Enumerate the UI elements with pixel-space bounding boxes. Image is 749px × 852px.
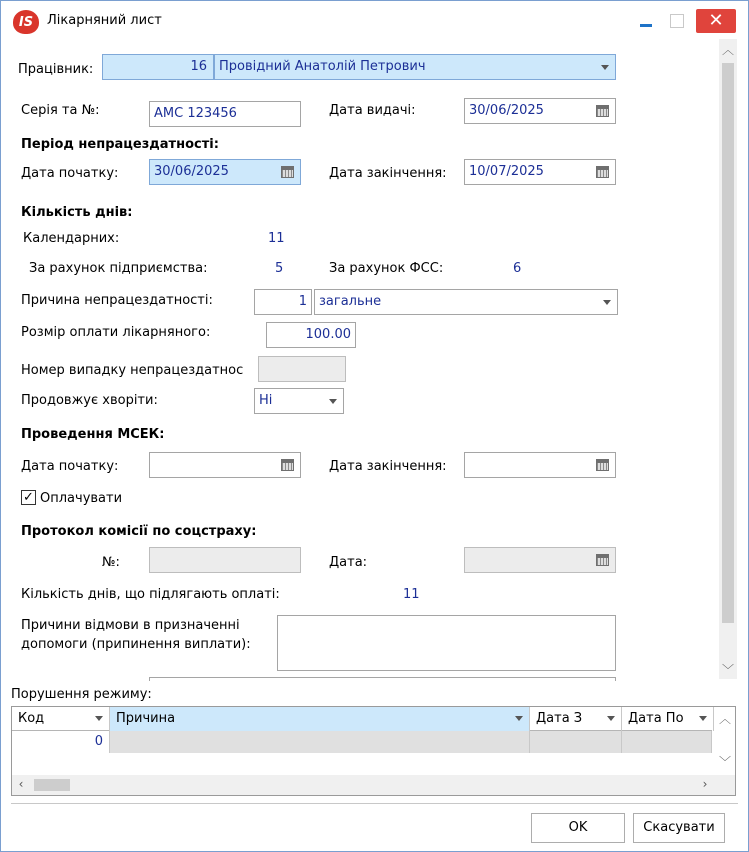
protocol-date-label: Дата: — [329, 555, 368, 570]
protocol-number-input[interactable] — [149, 547, 301, 573]
msek-end-label: Дата закінчення: — [329, 459, 447, 474]
clipped-field — [149, 677, 616, 681]
protocol-number-label: №: — [102, 555, 120, 570]
reason-select[interactable] — [314, 289, 618, 315]
series-input[interactable]: АМС 123456 — [149, 101, 301, 127]
continues-select[interactable] — [254, 388, 344, 414]
calendar-icon[interactable] — [281, 459, 294, 471]
fss-days-value: 6 — [513, 261, 522, 276]
table-horizontal-scrollbar[interactable] — [12, 775, 735, 795]
window-title: Лікарняний лист — [47, 13, 162, 28]
fss-days-label: За рахунок ФСС: — [329, 261, 444, 276]
chevron-down-icon[interactable] — [329, 399, 337, 404]
period-start-field[interactable] — [149, 159, 301, 185]
msek-start-field[interactable] — [149, 452, 301, 478]
period-heading: Період непрацездатності: — [21, 137, 219, 152]
cell-code[interactable]: 0 — [12, 731, 110, 753]
violations-label: Порушення режиму: — [11, 687, 152, 702]
table-header — [12, 707, 712, 731]
worker-name-select[interactable] — [214, 54, 616, 80]
enterprise-days-value: 5 — [275, 261, 284, 276]
reason-code-field[interactable]: 1 — [254, 289, 312, 315]
column-header-label: Дата По — [628, 711, 684, 726]
issue-date-label: Дата видачі: — [329, 103, 416, 118]
msek-end-field[interactable] — [464, 452, 616, 478]
cell-date-to[interactable] — [622, 731, 712, 753]
period-start-value: 30/06/2025 — [154, 164, 229, 179]
column-header-label: Код — [18, 711, 45, 726]
column-header-date-to[interactable] — [622, 707, 714, 731]
table-scroll-up-icon[interactable]: ︿ — [718, 712, 731, 726]
scrollbar-thumb[interactable] — [722, 63, 734, 623]
issue-date-value: 30/06/2025 — [469, 103, 544, 118]
divider — [11, 803, 738, 804]
column-header-date-from[interactable] — [530, 707, 622, 731]
period-start-label: Дата початку: — [21, 166, 119, 181]
calendar-days-label: Календарних: — [23, 231, 120, 246]
chevron-down-icon[interactable] — [699, 716, 707, 721]
form-vertical-scrollbar[interactable] — [719, 39, 737, 679]
worker-code-field[interactable]: 16 — [102, 54, 214, 80]
reason-label: Причина непрацездатності: — [21, 293, 213, 308]
cancel-button[interactable]: Скасувати — [633, 813, 725, 843]
period-end-field[interactable] — [464, 159, 616, 185]
refusal-label-line2: допомоги (припинення виплати): — [21, 637, 251, 652]
scrollbar-thumb[interactable] — [34, 779, 70, 791]
calendar-icon[interactable] — [596, 105, 609, 117]
column-header-label: Причина — [116, 711, 176, 726]
scroll-right-icon[interactable]: › — [702, 777, 708, 791]
chevron-down-icon[interactable] — [603, 300, 611, 305]
violations-table — [11, 706, 736, 796]
table-scroll-down-icon[interactable]: ﹀ — [718, 755, 731, 769]
issue-date-field[interactable] — [464, 98, 616, 124]
protocol-heading: Протокол комісії по соцстраху: — [21, 524, 257, 539]
case-number-label: Номер випадку непрацездатнос — [21, 363, 244, 378]
calendar-icon[interactable] — [596, 166, 609, 178]
continues-label: Продовжує хворіти: — [21, 393, 158, 408]
days-heading: Кількість днів: — [21, 205, 133, 220]
scroll-down-icon[interactable]: ﹀ — [721, 663, 734, 677]
maximize-button[interactable] — [665, 9, 687, 33]
column-header-label: Дата З — [536, 711, 583, 726]
scroll-left-icon[interactable]: ‹ — [18, 777, 24, 791]
table-row[interactable] — [12, 731, 712, 753]
calendar-icon[interactable] — [596, 554, 609, 566]
series-label: Серія та №: — [21, 103, 100, 118]
paid-days-label: Кількість днів, що підлягають оплаті: — [21, 587, 280, 602]
chevron-down-icon[interactable] — [95, 716, 103, 721]
minimize-button[interactable] — [633, 9, 659, 33]
period-end-label: Дата закінчення: — [329, 166, 447, 181]
scroll-up-icon[interactable]: ︿ — [721, 43, 734, 57]
pay-checkbox[interactable]: ✓ — [21, 490, 36, 505]
msek-start-label: Дата початку: — [21, 459, 119, 474]
app-logo-icon: IS — [13, 10, 39, 34]
cell-date-from[interactable] — [530, 731, 622, 753]
case-number-input[interactable] — [258, 356, 346, 382]
chevron-down-icon[interactable] — [607, 716, 615, 721]
reason-value: загальне — [319, 294, 382, 309]
column-header-code[interactable] — [12, 707, 110, 731]
cell-reason[interactable] — [110, 731, 530, 753]
refusal-label-line1: Причини відмови в призначенні — [21, 618, 240, 633]
close-button[interactable]: ✕ — [696, 9, 736, 33]
worker-name-value: Провідний Анатолій Петрович — [219, 59, 426, 74]
calendar-icon[interactable] — [596, 459, 609, 471]
period-end-value: 10/07/2025 — [469, 164, 544, 179]
enterprise-days-label: За рахунок підприємства: — [29, 261, 208, 276]
payment-size-label: Розмір оплати лікарняного: — [21, 325, 211, 340]
msek-heading: Проведення МСЕК: — [21, 427, 165, 442]
title-bar — [1, 1, 748, 41]
paid-days-value: 11 — [403, 587, 420, 602]
protocol-date-field[interactable] — [464, 547, 616, 573]
chevron-down-icon[interactable] — [601, 65, 609, 70]
calendar-icon[interactable] — [281, 166, 294, 178]
pay-label: Оплачувати — [40, 491, 123, 506]
continues-value: Ні — [259, 393, 273, 408]
worker-label: Працівник: — [18, 62, 94, 77]
payment-size-input[interactable]: 100.00 — [266, 322, 356, 348]
column-header-reason[interactable] — [110, 707, 530, 731]
calendar-days-value: 11 — [268, 231, 285, 246]
refusal-textarea[interactable] — [277, 615, 616, 671]
ok-button[interactable]: OK — [531, 813, 625, 843]
chevron-down-icon[interactable] — [515, 716, 523, 721]
